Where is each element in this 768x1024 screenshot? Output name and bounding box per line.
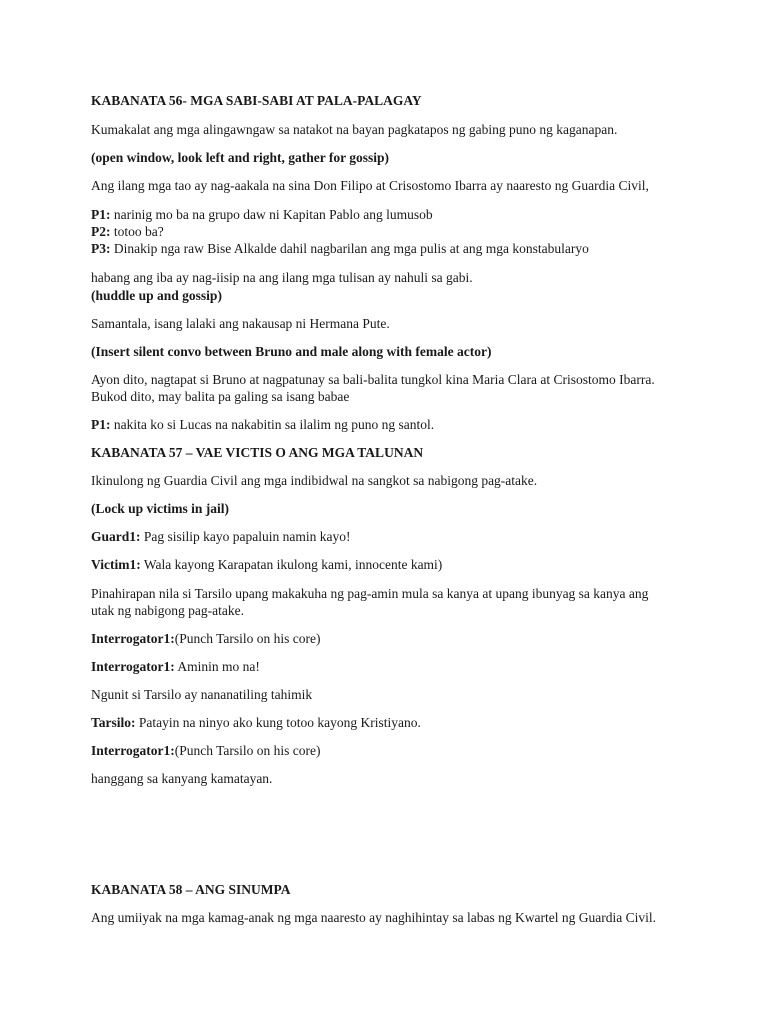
- dialogue-text: Wala kayong Karapatan ikulong kami, innocente kami): [140, 557, 443, 572]
- dialogue-line-p2: [91, 223, 164, 241]
- dialogue-line-p1-lucas: [91, 416, 434, 434]
- speaker-label: P2:: [91, 224, 111, 239]
- speaker-label: Tarsilo:: [91, 715, 136, 730]
- stage-direction-huddle: (huddle up and gossip): [91, 288, 222, 303]
- stage-direction-lock-up: (Lock up victims in jail): [91, 501, 230, 516]
- paragraph-kumakalat: Kumakalat ang mga alingawngaw sa natakot na bayan pagkatapos ng gabing puno ng kaganapan.: [91, 122, 618, 137]
- dialogue-text: Dinakip nga raw Bise Alkalde dahil nagbarilan ang mga pulis at ang mga konstabularyo: [110, 241, 589, 256]
- paragraph-ayon-line-2: Bukod dito, may balita pa galing sa isang babae: [91, 389, 350, 404]
- speaker-label: P1:: [91, 207, 111, 222]
- dialogue-text: nakita ko si Lucas na nakabitin sa ilalim ng puno ng santol.: [110, 417, 435, 432]
- chapter-58-heading: KABANATA 58 – ANG SINUMPA: [91, 882, 291, 897]
- paragraph-habang: habang ang iba ay nag-iisip na ang ilang mga tulisan ay nahuli sa gabi.: [91, 270, 473, 285]
- paragraph-ang-umiiyak: Ang umiiyak na mga kamag-anak ng mga naaresto ay naghihintay sa labas ng Kwartel ng Guardia Civil.: [91, 910, 656, 925]
- speaker-label: P1:: [91, 417, 111, 432]
- dialogue-line-tarsilo: [91, 714, 421, 732]
- dialogue-text: (Punch Tarsilo on his core): [174, 631, 321, 646]
- stage-direction-insert: (Insert silent convo between Bruno and male along with female actor): [91, 344, 492, 359]
- dialogue-text: narinig mo ba na grupo daw ni Kapitan Pablo ang lumusob: [110, 207, 433, 222]
- paragraph-pinahirapan-line-2: utak ng nabigong pag-atake.: [91, 603, 244, 618]
- dialogue-line-interrogator-1: [91, 630, 321, 648]
- dialogue-line-victim1: [91, 556, 442, 574]
- speaker-label: Guard1:: [91, 529, 141, 544]
- paragraph-ikinulong: Ikinulong ng Guardia Civil ang mga indibidwal na sangkot sa nabigong pag-atake.: [91, 473, 538, 488]
- speaker-label: Interrogator1:: [91, 631, 175, 646]
- dialogue-line-p1: [91, 206, 433, 224]
- paragraph-ayon-line-1: Ayon dito, nagtapat si Bruno at nagpatunay sa bali-balita tungkol kina Maria Clara at Crisostomo Ibarra.: [91, 372, 655, 387]
- paragraph-samantala: Samantala, isang lalaki ang nakausap ni Hermana Pute.: [91, 316, 390, 331]
- dialogue-line-guard1: [91, 528, 350, 546]
- dialogue-text: totoo ba?: [110, 224, 164, 239]
- dialogue-text: (Punch Tarsilo on his core): [174, 743, 321, 758]
- dialogue-line-interrogator-3: [91, 742, 321, 760]
- dialogue-line-interrogator-2: [91, 658, 260, 676]
- paragraph-ang-ilang: Ang ilang mga tao ay nag-aakala na sina Don Filipo at Crisostomo Ibarra ay naaresto ng Guardia Civil,: [91, 178, 649, 193]
- dialogue-text: Pag sisilip kayo papaluin namin kayo!: [140, 529, 351, 544]
- dialogue-text: Patayin na ninyo ako kung totoo kayong Kristiyano.: [135, 715, 421, 730]
- paragraph-hanggang: hanggang sa kanyang kamatayan.: [91, 771, 273, 786]
- paragraph-pinahirapan-line-1: Pinahirapan nila si Tarsilo upang makakuha ng pag-amin mula sa kanya at upang ibunyag sa kanya ang: [91, 586, 649, 601]
- stage-direction-open-window: (open window, look left and right, gather for gossip): [91, 150, 390, 165]
- chapter-57-heading: KABANATA 57 – VAE VICTIS O ANG MGA TALUNAN: [91, 445, 424, 460]
- speaker-label: Interrogator1:: [91, 743, 175, 758]
- dialogue-text: Aminin mo na!: [174, 659, 260, 674]
- chapter-56-heading: KABANATA 56- MGA SABI-SABI AT PALA-PALAGAY: [91, 93, 422, 108]
- speaker-label: Interrogator1:: [91, 659, 175, 674]
- speaker-label: Victim1:: [91, 557, 141, 572]
- speaker-label: P3:: [91, 241, 111, 256]
- paragraph-ngunit: Ngunit si Tarsilo ay nananatiling tahimik: [91, 687, 313, 702]
- dialogue-line-p3: [91, 240, 589, 258]
